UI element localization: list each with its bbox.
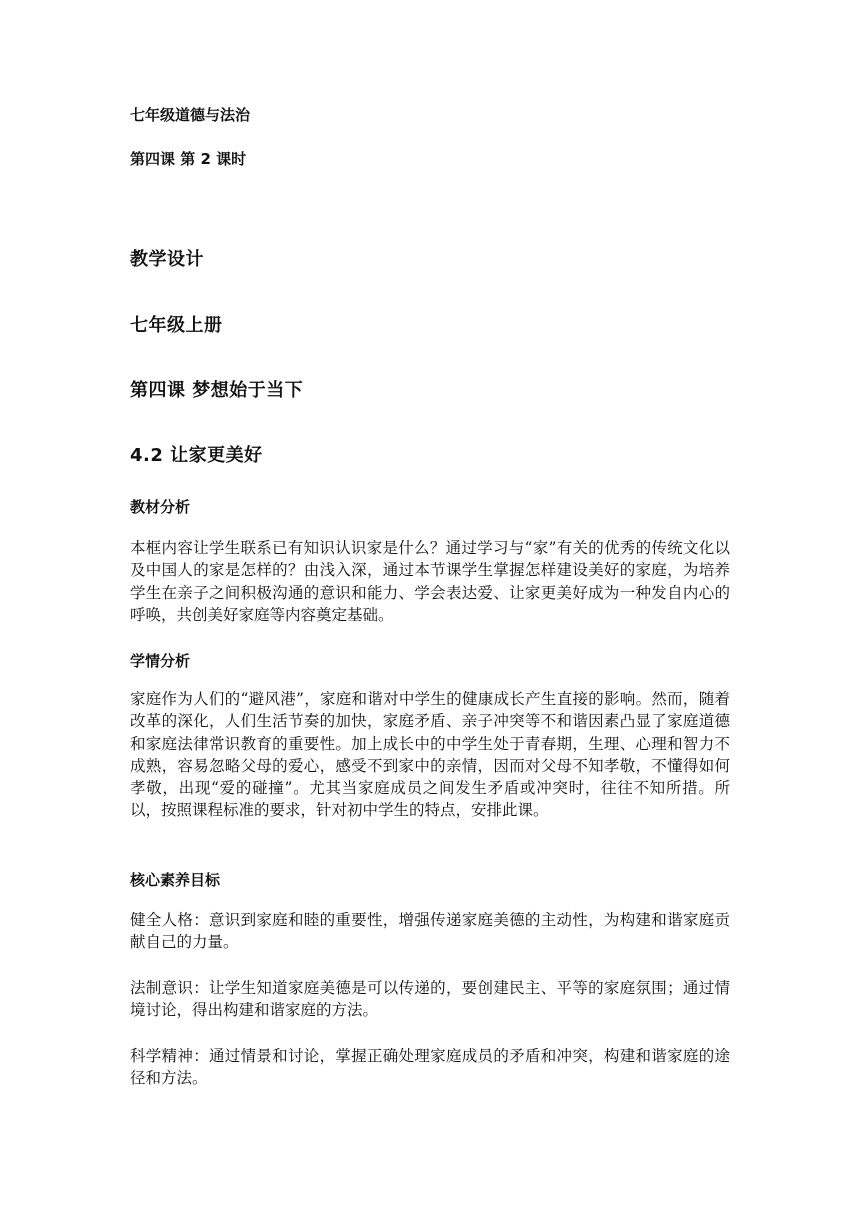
core-goals-heading: 核心素养目标 — [130, 871, 221, 889]
student-analysis-body: 家庭作为人们的“避风港”，家庭和谐对中学生的健康成长产生直接的影响。然而，随着改革的深化，人们生活节奏的加快，家庭矛盾、亲子冲突等不和谐因素凸显了家庭道德和家庭法律常识教育的重要性。加上成长中的中学生处于青春期，生理、心理和智力不成熟，容易忽略父母的爱心，感受不到家中的亲情，因而对父母不知孝敬，不懂得如何孝敬，出现“爱的碰撞”。尤其当家庭成员之间发生矛盾或冲突时，往往不知所措。所以，按照课程标准的要求，针对初中学生的特点，安排此课。 — [130, 690, 730, 820]
unit-title: 第四课 梦想始于当下 — [130, 380, 304, 401]
grade-volume-title: 七年级上册 — [130, 315, 223, 336]
lesson-header: 第四课 第 2 课时 — [130, 150, 247, 168]
subject-header: 七年级道德与法治 — [130, 106, 251, 124]
core-goal-item: 健全人格：意识到家庭和睦的重要性，增强传递家庭美德的主动性，为构建和谐家庭贡献自己的力量。 — [130, 911, 730, 952]
core-goal-item: 法制意识：让学生知道家庭美德是可以传递的，要创建民主、平等的家庭氛围；通过情境讨论，得出构建和谐家庭的方法。 — [130, 979, 730, 1020]
material-analysis-heading: 教材分析 — [130, 498, 191, 516]
section-title: 4.2 让家更美好 — [130, 445, 263, 466]
material-analysis-body: 本框内容让学生联系已有知识认识家是什么？通过学习与“家”有关的优秀的传统文化以及中国人的家是怎样的？由浅入深，通过本节课学生掌握怎样建设美好的家庭，为培养学生在亲子之间积极沟通的意识和能力、学会表达爱、让家更美好成为一种发自内心的呼唤，共创美好家庭等内容奠定基础。 — [130, 539, 730, 624]
design-title: 教学设计 — [130, 249, 204, 270]
core-goal-item: 科学精神：通过情景和讨论，掌握正确处理家庭成员的矛盾和冲突，构建和谐家庭的途径和方法。 — [130, 1047, 730, 1088]
student-analysis-heading: 学情分析 — [130, 652, 191, 670]
